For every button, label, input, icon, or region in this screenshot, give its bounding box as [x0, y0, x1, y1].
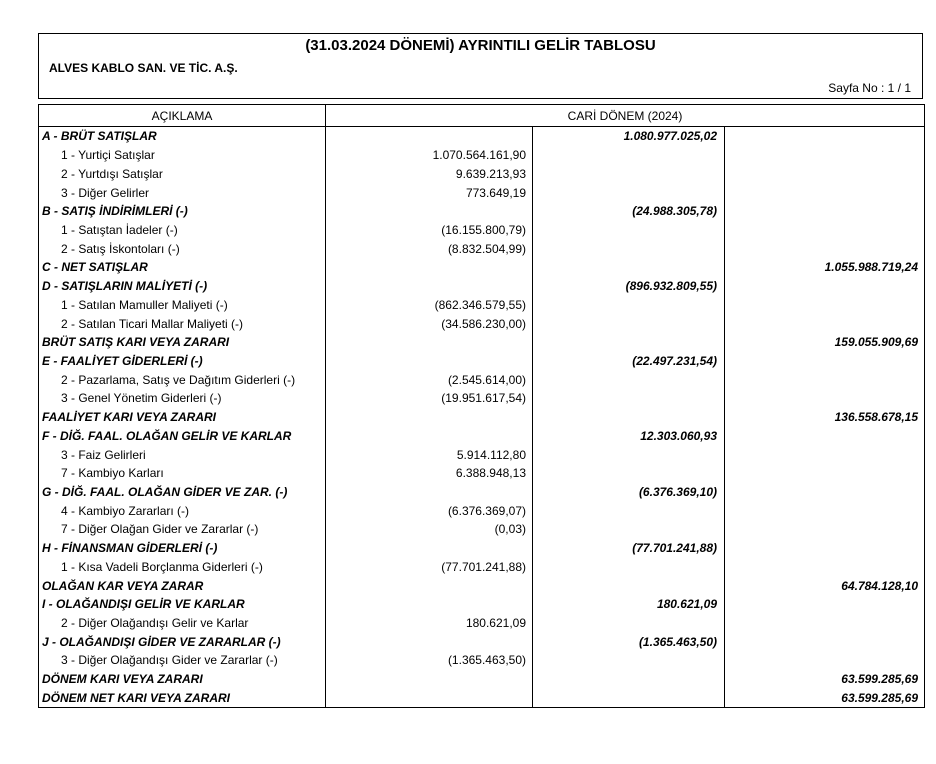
subtotal-amount: [533, 164, 725, 183]
table-header-row: [39, 105, 925, 127]
detail-amount: [326, 670, 533, 689]
report-header: [38, 33, 923, 99]
detail-amount: (16.155.800,79): [326, 221, 533, 240]
subtotal-amount: (77.701.241,88): [533, 539, 725, 558]
table-row: [39, 501, 925, 520]
subtotal-amount: [533, 408, 725, 427]
detail-amount: [326, 483, 533, 502]
subtotal-amount: [533, 501, 725, 520]
subtotal-amount: [533, 221, 725, 240]
detail-amount: [326, 408, 533, 427]
total-amount: [725, 501, 925, 520]
row-label: 3 - Diğer Olağandışı Gider ve Zararlar (-): [39, 651, 326, 670]
detail-amount: (34.586.230,00): [326, 314, 533, 333]
column-header-description: AÇIKLAMA: [39, 105, 326, 127]
row-label: A - BRÜT SATIŞLAR: [39, 127, 326, 146]
row-label: C - NET SATIŞLAR: [39, 258, 326, 277]
table-row: [39, 576, 925, 595]
subtotal-amount: 180.621,09: [533, 595, 725, 614]
total-amount: [725, 595, 925, 614]
total-amount: [725, 389, 925, 408]
row-label: G - DİĞ. FAAL. OLAĞAN GİDER VE ZAR. (-): [39, 483, 326, 502]
table-row: [39, 670, 925, 689]
table-row: [39, 258, 925, 277]
subtotal-amount: [533, 576, 725, 595]
row-label: BRÜT SATIŞ KARI VEYA ZARARI: [39, 333, 326, 352]
row-label: DÖNEM NET KARI VEYA ZARARI: [39, 689, 326, 708]
row-label: 1 - Satılan Mamuller Maliyeti (-): [39, 295, 326, 314]
detail-amount: 180.621,09: [326, 614, 533, 633]
detail-amount: [326, 258, 533, 277]
total-amount: [725, 164, 925, 183]
subtotal-amount: [533, 445, 725, 464]
subtotal-amount: 12.303.060,93: [533, 427, 725, 446]
total-amount: [725, 352, 925, 371]
detail-amount: 1.070.564.161,90: [326, 146, 533, 165]
row-label: 2 - Diğer Olağandışı Gelir ve Karlar: [39, 614, 326, 633]
total-amount: [725, 445, 925, 464]
report-title: (31.03.2024 DÖNEMİ) AYRINTILI GELİR TABLOSU: [305, 37, 656, 54]
row-label: 1 - Satıştan İadeler (-): [39, 221, 326, 240]
table-row: [39, 370, 925, 389]
subtotal-amount: [533, 146, 725, 165]
table-row: [39, 239, 925, 258]
detail-amount: (6.376.369,07): [326, 501, 533, 520]
total-amount: 1.055.988.719,24: [725, 258, 925, 277]
subtotal-amount: [533, 464, 725, 483]
row-label: B - SATIŞ İNDİRİMLERİ (-): [39, 202, 326, 221]
row-label: DÖNEM KARI VEYA ZARARI: [39, 670, 326, 689]
subtotal-amount: [533, 520, 725, 539]
row-label: 7 - Diğer Olağan Gider ve Zararlar (-): [39, 520, 326, 539]
table-row: [39, 314, 925, 333]
table-row: [39, 483, 925, 502]
detail-amount: [326, 277, 533, 296]
detail-amount: (2.545.614,00): [326, 370, 533, 389]
subtotal-amount: [533, 558, 725, 577]
subtotal-amount: [533, 183, 725, 202]
total-amount: [725, 558, 925, 577]
table-row: [39, 221, 925, 240]
table-row: [39, 632, 925, 651]
row-label: H - FİNANSMAN GİDERLERİ (-): [39, 539, 326, 558]
table-row: [39, 146, 925, 165]
detail-amount: 9.639.213,93: [326, 164, 533, 183]
total-amount: [725, 183, 925, 202]
total-amount: [725, 651, 925, 670]
total-amount: [725, 632, 925, 651]
row-label: 4 - Kambiyo Zararları (-): [39, 501, 326, 520]
subtotal-amount: (896.932.809,55): [533, 277, 725, 296]
row-label: 3 - Diğer Gelirler: [39, 183, 326, 202]
table-row: [39, 352, 925, 371]
total-amount: [725, 539, 925, 558]
row-label: 3 - Genel Yönetim Giderleri (-): [39, 389, 326, 408]
subtotal-amount: (6.376.369,10): [533, 483, 725, 502]
table-row: [39, 464, 925, 483]
row-label: 1 - Yurtiçi Satışlar: [39, 146, 326, 165]
column-header-current-period: CARİ DÖNEM (2024): [326, 105, 925, 127]
page-number: Sayfa No : 1 / 1: [828, 81, 911, 95]
total-amount: 64.784.128,10: [725, 576, 925, 595]
detail-amount: (8.832.504,99): [326, 239, 533, 258]
table-row: [39, 539, 925, 558]
detail-amount: 773.649,19: [326, 183, 533, 202]
row-label: J - OLAĞANDIŞI GİDER VE ZARARLAR (-): [39, 632, 326, 651]
row-label: 2 - Yurtdışı Satışlar: [39, 164, 326, 183]
detail-amount: (0,03): [326, 520, 533, 539]
detail-amount: 5.914.112,80: [326, 445, 533, 464]
detail-amount: [326, 202, 533, 221]
company-name: ALVES KABLO SAN. VE TİC. A.Ş.: [49, 61, 238, 75]
table-row: [39, 614, 925, 633]
total-amount: 63.599.285,69: [725, 670, 925, 689]
row-label: 1 - Kısa Vadeli Borçlanma Giderleri (-): [39, 558, 326, 577]
table-row: [39, 333, 925, 352]
total-amount: [725, 483, 925, 502]
subtotal-amount: [533, 614, 725, 633]
subtotal-amount: [533, 689, 725, 708]
detail-amount: [326, 352, 533, 371]
table-row: [39, 427, 925, 446]
row-label: 7 - Kambiyo Karları: [39, 464, 326, 483]
row-label: F - DİĞ. FAAL. OLAĞAN GELİR VE KARLAR: [39, 427, 326, 446]
table-row: [39, 277, 925, 296]
subtotal-amount: [533, 333, 725, 352]
table-row: [39, 127, 925, 146]
total-amount: [725, 427, 925, 446]
table-row: [39, 558, 925, 577]
table-row: [39, 689, 925, 708]
table-row: [39, 164, 925, 183]
total-amount: [725, 370, 925, 389]
table-row: [39, 595, 925, 614]
subtotal-amount: [533, 314, 725, 333]
subtotal-amount: [533, 670, 725, 689]
total-amount: 136.558.678,15: [725, 408, 925, 427]
total-amount: [725, 314, 925, 333]
subtotal-amount: [533, 295, 725, 314]
table-row: [39, 183, 925, 202]
detail-amount: [326, 689, 533, 708]
total-amount: [725, 221, 925, 240]
subtotal-amount: [533, 258, 725, 277]
subtotal-amount: [533, 239, 725, 258]
row-label: 3 - Faiz Gelirleri: [39, 445, 326, 464]
table-row: [39, 445, 925, 464]
subtotal-amount: [533, 389, 725, 408]
detail-amount: (1.365.463,50): [326, 651, 533, 670]
table-row: [39, 520, 925, 539]
row-label: E - FAALİYET GİDERLERİ (-): [39, 352, 326, 371]
detail-amount: [326, 427, 533, 446]
table-row: [39, 651, 925, 670]
detail-amount: [326, 539, 533, 558]
subtotal-amount: (24.988.305,78): [533, 202, 725, 221]
total-amount: [725, 127, 925, 146]
detail-amount: [326, 333, 533, 352]
detail-amount: 6.388.948,13: [326, 464, 533, 483]
total-amount: [725, 295, 925, 314]
total-amount: [725, 202, 925, 221]
total-amount: 63.599.285,69: [725, 689, 925, 708]
row-label: 2 - Pazarlama, Satış ve Dağıtım Giderleri (-): [39, 370, 326, 389]
total-amount: [725, 614, 925, 633]
detail-amount: [326, 127, 533, 146]
subtotal-amount: [533, 651, 725, 670]
detail-amount: [326, 595, 533, 614]
detail-amount: [326, 576, 533, 595]
row-label: 2 - Satış İskontoları (-): [39, 239, 326, 258]
total-amount: [725, 277, 925, 296]
table-row: [39, 408, 925, 427]
detail-amount: (77.701.241,88): [326, 558, 533, 577]
row-label: OLAĞAN KAR VEYA ZARAR: [39, 576, 326, 595]
total-amount: [725, 239, 925, 258]
table-row: [39, 389, 925, 408]
total-amount: [725, 520, 925, 539]
subtotal-amount: [533, 370, 725, 389]
subtotal-amount: (22.497.231,54): [533, 352, 725, 371]
subtotal-amount: 1.080.977.025,02: [533, 127, 725, 146]
table-row: [39, 202, 925, 221]
row-label: D - SATIŞLARIN MALİYETİ (-): [39, 277, 326, 296]
detail-amount: (862.346.579,55): [326, 295, 533, 314]
detail-amount: [326, 632, 533, 651]
total-amount: [725, 146, 925, 165]
total-amount: 159.055.909,69: [725, 333, 925, 352]
row-label: FAALİYET KARI VEYA ZARARI: [39, 408, 326, 427]
row-label: 2 - Satılan Ticari Mallar Maliyeti (-): [39, 314, 326, 333]
row-label: I - OLAĞANDIŞI GELİR VE KARLAR: [39, 595, 326, 614]
subtotal-amount: (1.365.463,50): [533, 632, 725, 651]
total-amount: [725, 464, 925, 483]
table-row: [39, 295, 925, 314]
detail-amount: (19.951.617,54): [326, 389, 533, 408]
income-statement-table: [38, 104, 925, 708]
